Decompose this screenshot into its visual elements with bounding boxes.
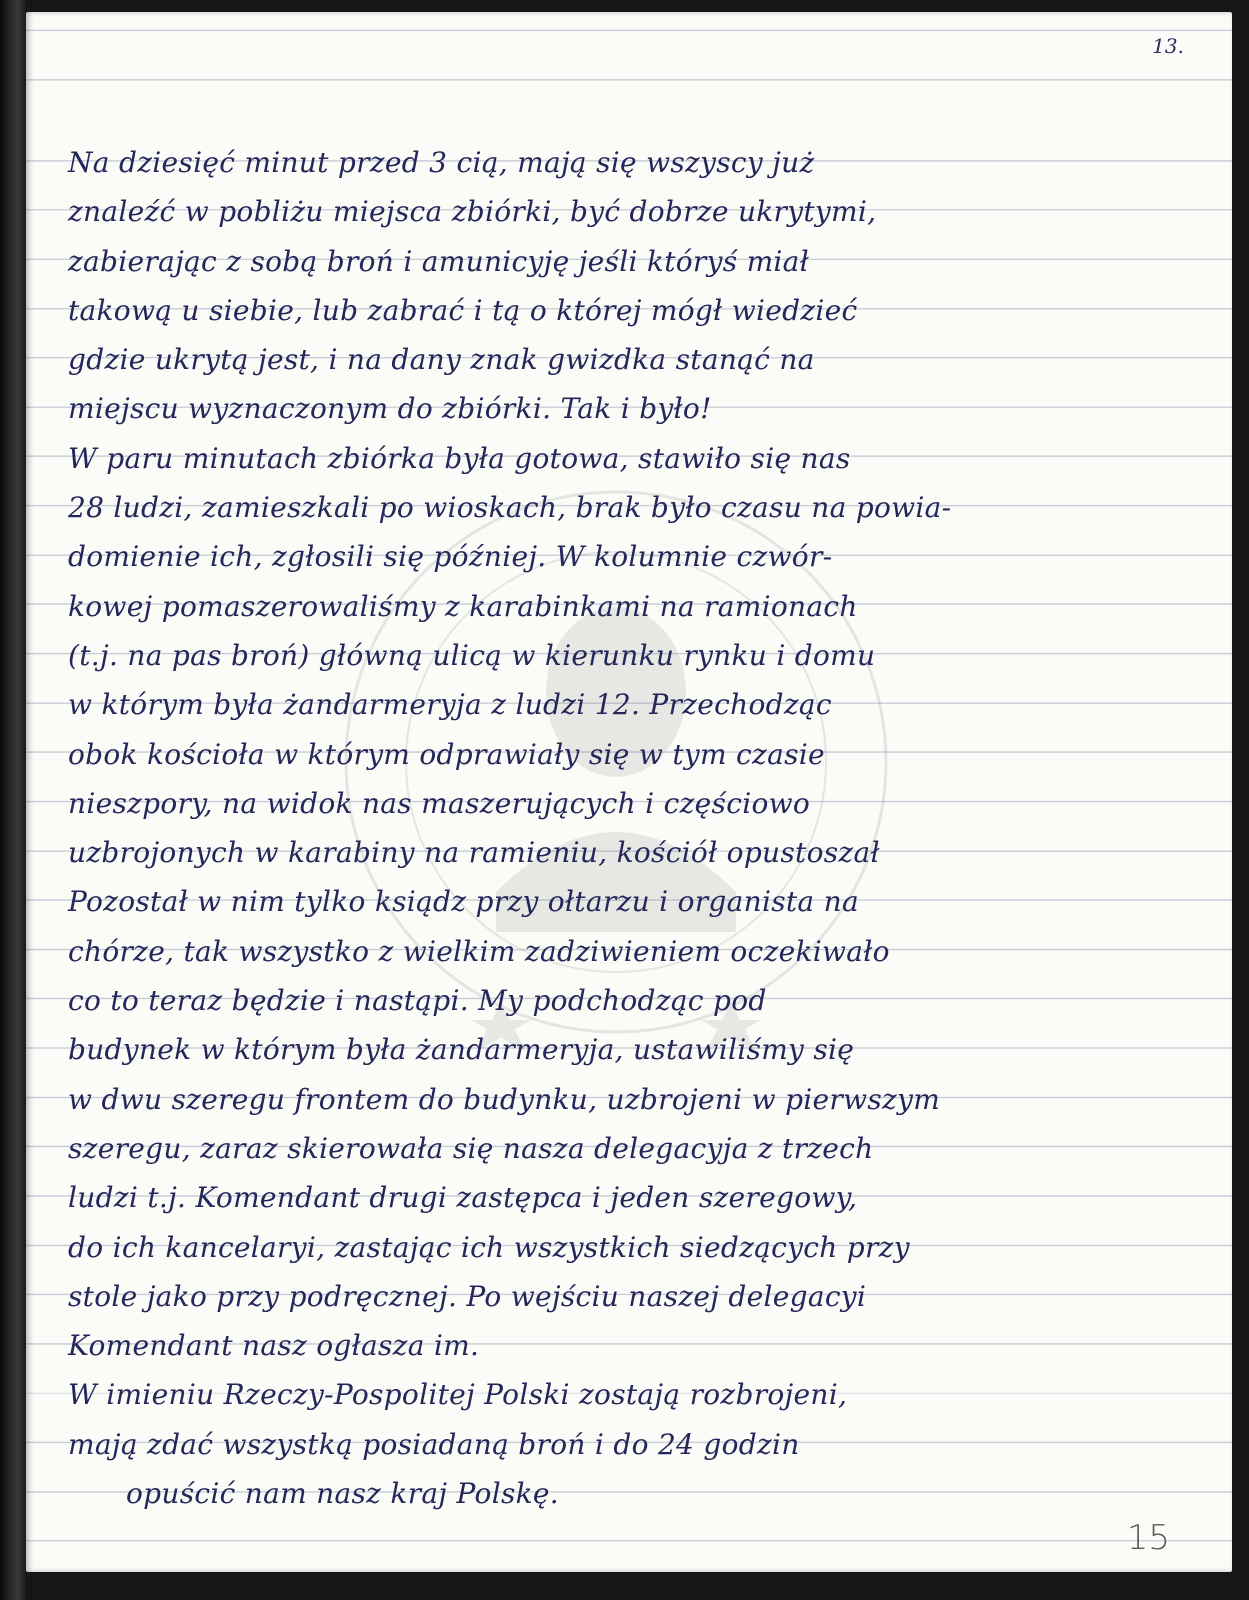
text-line: opuścić nam nasz kraj Polskę. [126, 1477, 559, 1511]
text-line: W paru minutach zbiórka była gotowa, stawiło się nas [68, 441, 851, 475]
notebook-page [26, 12, 1232, 1572]
text-line: stole jako przy podręcznej. Po wejściu naszej delegacyi [68, 1279, 867, 1313]
text-line: Komendant nasz ogłasza im. [68, 1329, 480, 1363]
text-line: w dwu szeregu frontem do budynku, uzbrojeni w pierwszym [68, 1082, 941, 1116]
text-line: gdzie ukrytą jest, i na dany znak gwizdka stanąć na [68, 343, 815, 377]
text-line: W imieniu Rzeczy-Pospolitej Polski zostają rozbrojeni, [68, 1378, 848, 1412]
text-line: ludzi t.j. Komendant drugi zastępca i jeden szeregowy, [68, 1181, 858, 1215]
text-line: takową u siebie, lub zabrać i tą o której mógł wiedzieć [68, 293, 858, 327]
notebook-binding [0, 0, 26, 1600]
text-line: znaleźć w pobliżu miejsca zbiórki, być dobrze ukrytymi, [68, 195, 877, 229]
text-line: obok kościoła w którym odprawiały się w tym czasie [68, 737, 825, 771]
text-line: zabierając z sobą broń i amunicyję jeśli któryś miał [68, 244, 810, 278]
text-line: nieszpory, na widok nas maszerujących i częściowo [68, 786, 811, 820]
text-line: 28 ludzi, zamieszkali po wioskach, brak było czasu na powia- [68, 491, 952, 525]
text-line: (t.j. na pas broń) główną ulicą w kierunku rynku i domu [68, 638, 876, 672]
text-line: w którym była żandarmeryja z ludzi 12. Przechodząc [68, 688, 832, 722]
text-line: szeregu, zaraz skierowała się nasza delegacyja z trzech [68, 1131, 874, 1165]
handwritten-text-block [68, 138, 1198, 1518]
text-line: budynek w którym była żandarmeryja, ustawiliśmy się [68, 1033, 855, 1067]
text-line: chórze, tak wszystko z wielkim zadziwieniem oczekiwało [68, 934, 890, 968]
folio-number: 15 [1126, 1518, 1170, 1558]
text-line: miejscu wyznaczonym do zbiórki. Tak i było! [68, 392, 712, 426]
text-line: Na dziesięć minut przed 3 cią, mają się wszyscy już [68, 146, 815, 179]
text-line: domienie ich, zgłosili się później. W kolumnie czwór- [68, 540, 833, 574]
text-line: kowej pomaszerowaliśmy z karabinkami na ramionach [68, 589, 858, 623]
text-line: co to teraz będzie i nastąpi. My podchodząc pod [68, 984, 767, 1018]
text-line: Pozostał w nim tylko ksiądz przy ołtarzu i organista na [68, 885, 859, 919]
text-line: do ich kancelaryi, zastając ich wszystkich siedzących przy [68, 1230, 910, 1264]
page-number: 13. [1152, 34, 1184, 58]
text-line: mają zdać wszystką posiadaną broń i do 24 godzin [68, 1427, 800, 1461]
text-line: uzbrojonych w karabiny na ramieniu, kościół opustoszał [68, 836, 880, 870]
